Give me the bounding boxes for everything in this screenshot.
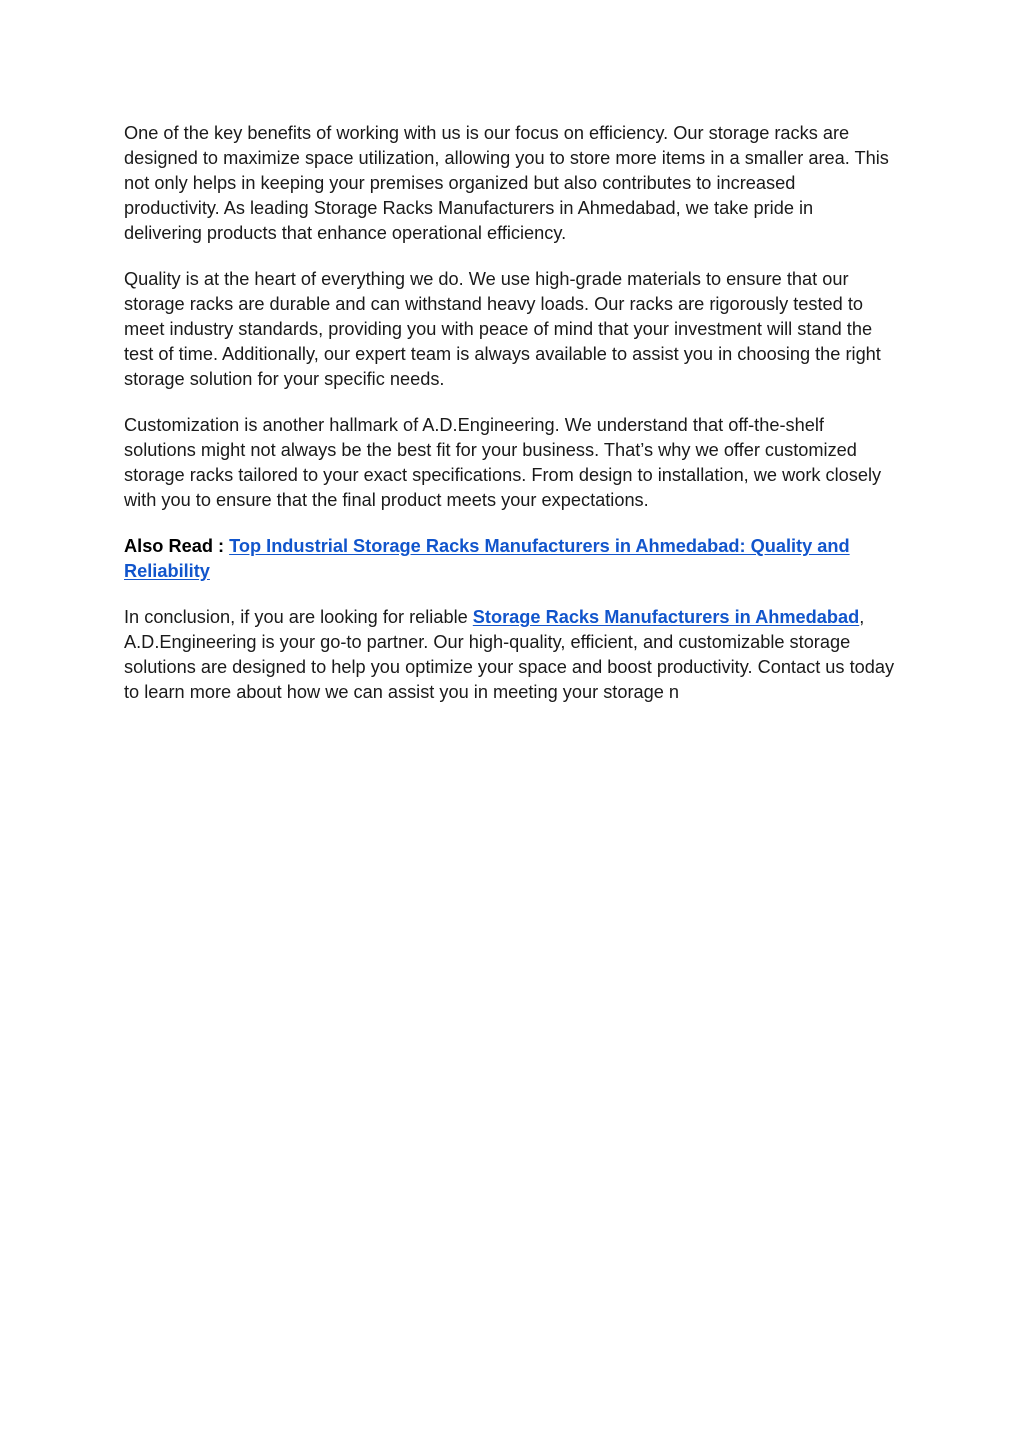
storage-racks-link[interactable]: Storage Racks Manufacturers in Ahmedabad: [472, 607, 860, 627]
paragraph-customization: Customization is another hallmark of A.D.Engineering. We understand that off-the-shelf solutions might not always be the best fit for your business. That’s why we offer customized storage racks tailored to your exact specifications. From design to installation, we work closely with you to ensure that the final product meets your expectations.: [124, 415, 882, 510]
also-read-label: Also Read :: [124, 536, 230, 556]
conclusion-text-start: In conclusion, if you are looking for reliable: [124, 607, 473, 627]
also-read-link[interactable]: Top Industrial Storage Racks Manufacturers in Ahmedabad: Quality and Reliability: [124, 536, 850, 581]
paragraph-efficiency: One of the key benefits of working with us is our focus on efficiency. Our storage racks are designed to maximize space utilization, allowing you to store more items in a smaller area. This not only helps in keeping your premises organized but also contributes to increased productivity. As leading Storage Racks Manufacturers in Ahmedabad, we take pride in delivering products that enhance operational efficiency.: [124, 123, 889, 243]
document-body: [124, 121, 896, 726]
paragraph-quality: Quality is at the heart of everything we do. We use high-grade materials to ensure that our storage racks are durable and can withstand heavy loads. Our racks are rigorously tested to meet industry standards, providing you with peace of mind that your investment will stand the test of time. Additionally, our expert team is always available to assist you in choosing the right storage solution for your specific needs.: [124, 269, 881, 389]
conclusion-text-end: , A.D.Engineering is your go-to partner. Our high-quality, efficient, and customizable storage solutions are designed to help you optimize your space and boost productivity. Contact us today to learn more about how we can assist you in meeting your storage n: [124, 607, 895, 702]
paragraph-conclusion: [124, 605, 896, 705]
also-read-line: [124, 534, 896, 584]
